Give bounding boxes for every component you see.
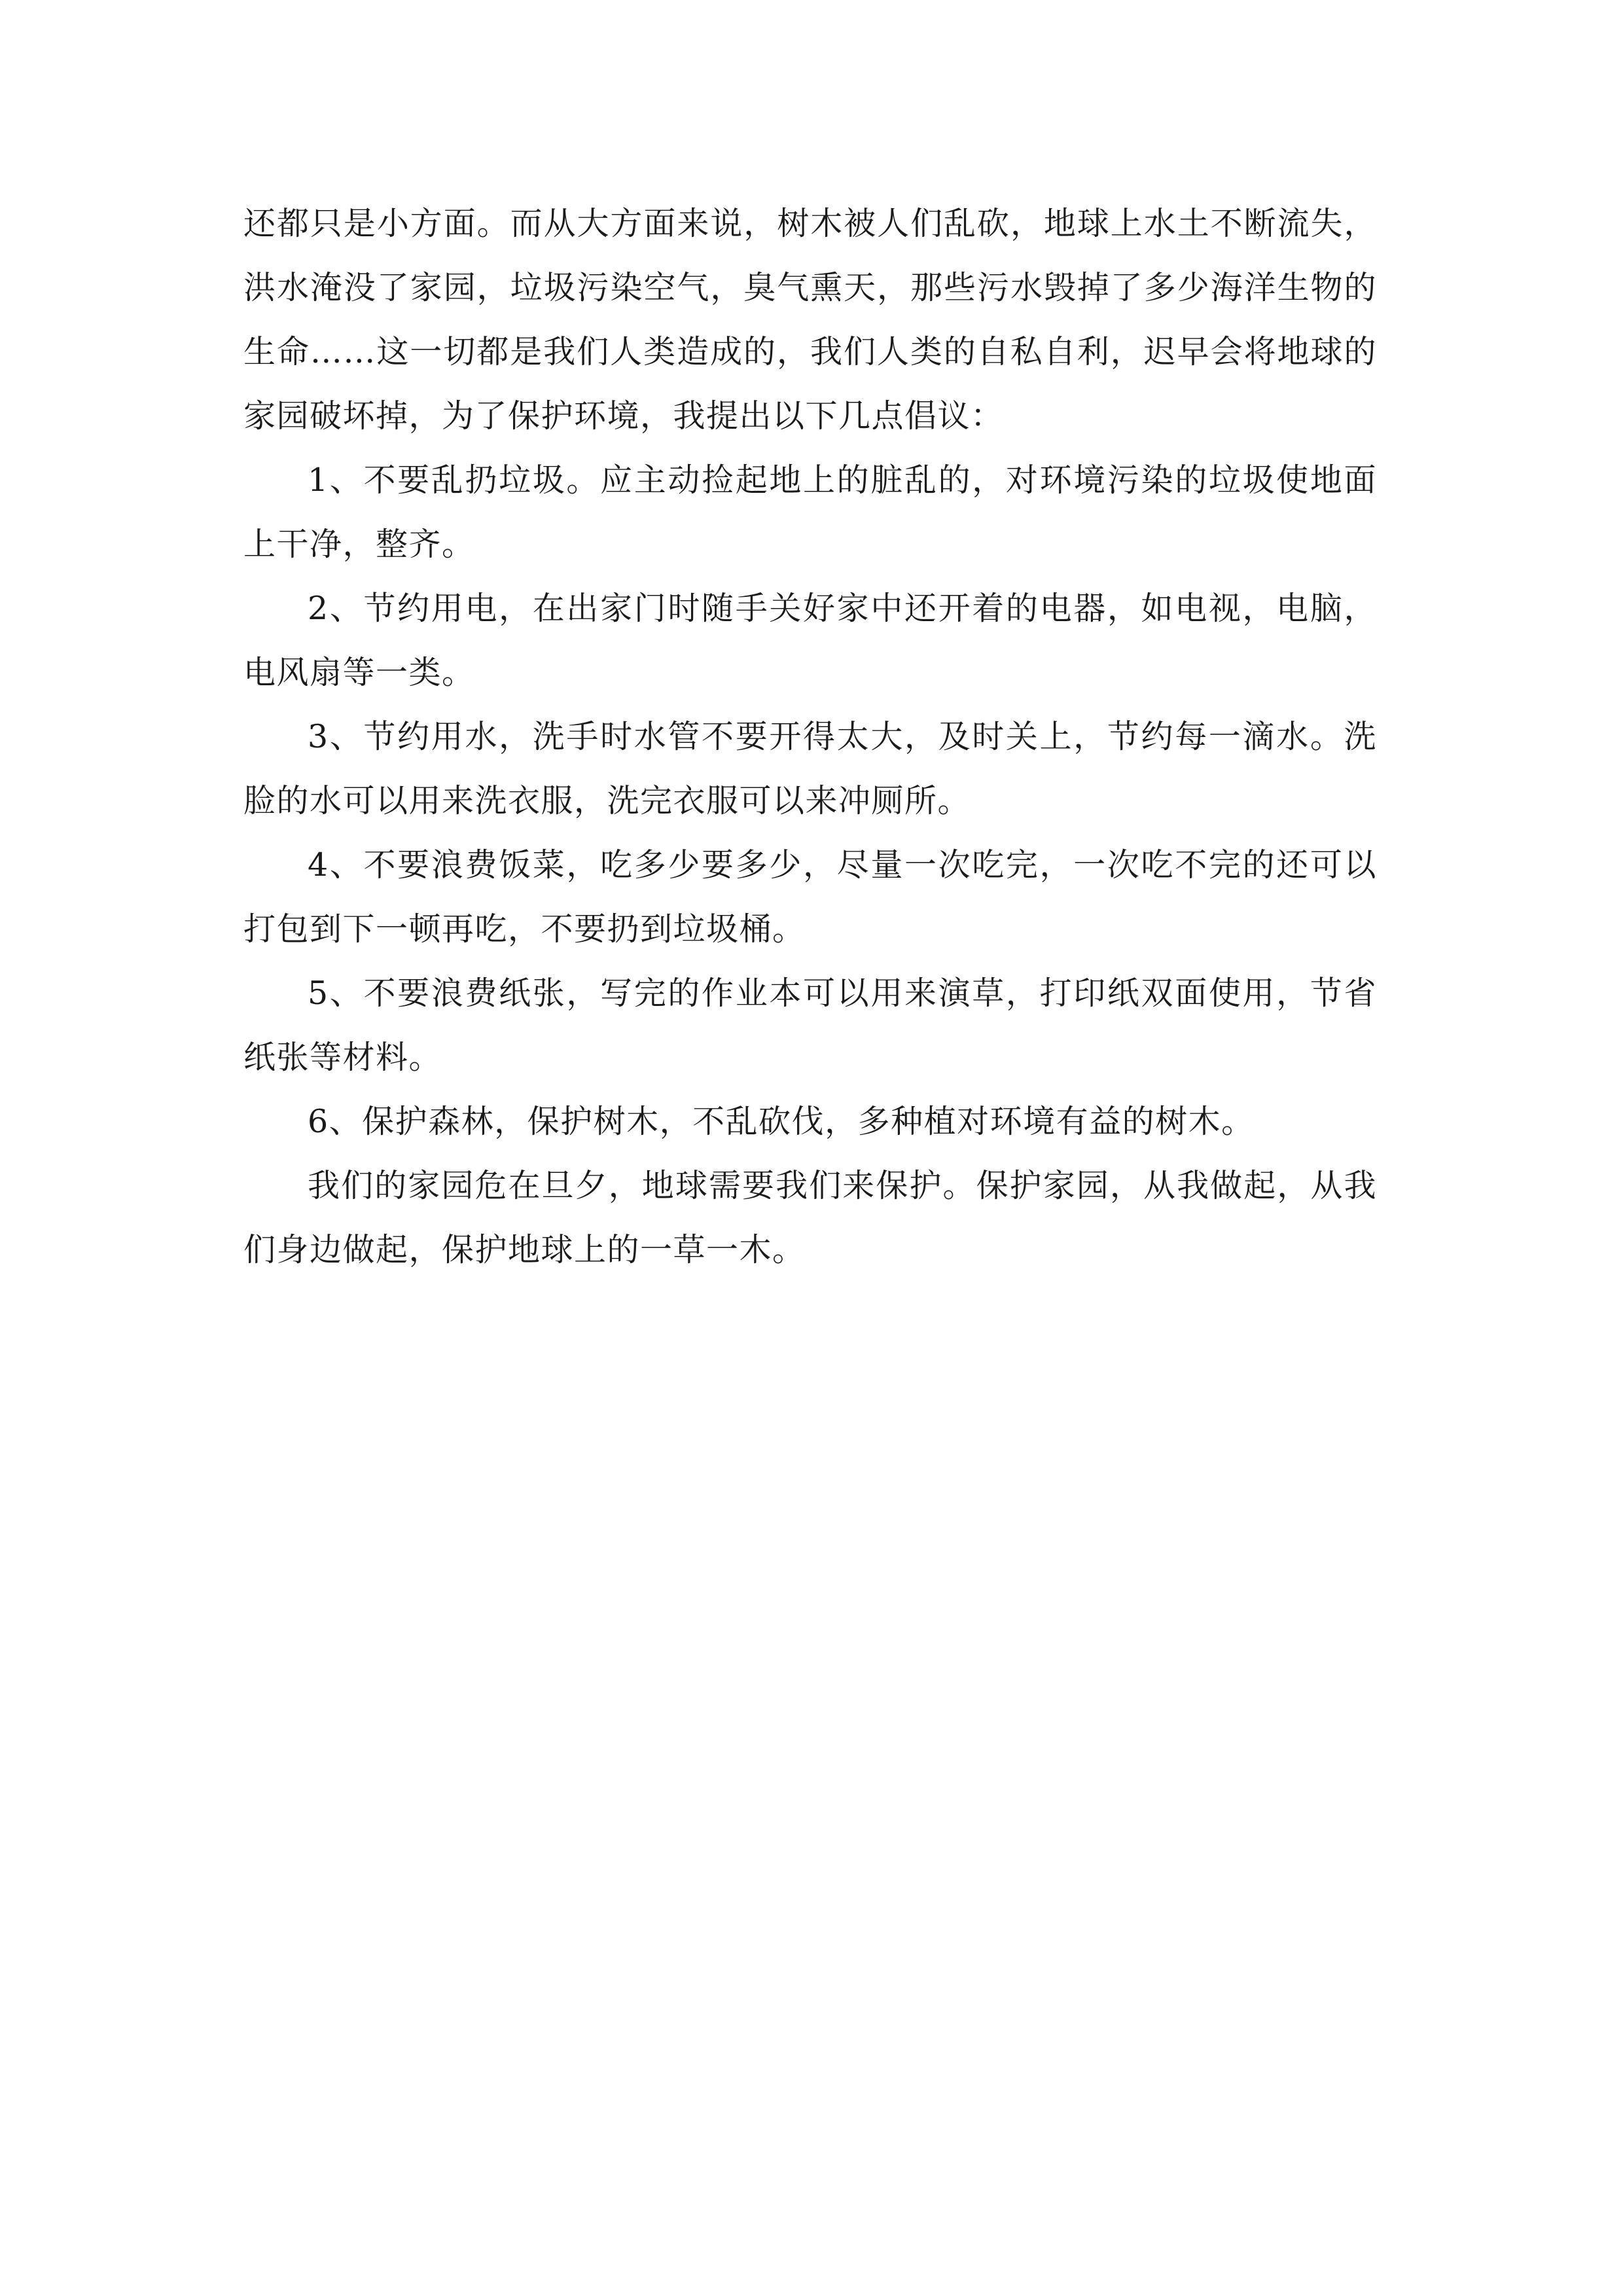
proposal-item-4: 4、不要浪费饭菜，吃多少要多少，尽量一次吃完，一次吃不完的还可以打包到下一顿再吃，不要扔到垃圾桶。 — [243, 846, 1377, 948]
proposal-item-6: 6、保护森林，保护树木，不乱砍伐，多种植对环境有益的树木。 — [308, 1103, 1255, 1140]
intro-paragraph: 还都只是小方面。而从大方面来说，树木被人们乱砍，地球上水土不断流失，洪水淹没了家园，垃圾污染空气，臭气熏天，那些污水毁掉了多少海洋生物的生命……这一切都是我们人类造成的，我们人类的自私自利，迟早会将地球的家园破坏掉，为了保护环境，我提出以下几点倡议： — [243, 205, 1377, 435]
proposal-item-1: 1、不要乱扔垃圾。应主动捡起地上的脏乱的，对环境污染的垃圾使地面上干净，整齐。 — [243, 461, 1377, 563]
proposal-item-2: 2、节约用电，在出家门时随手关好家中还开着的电器，如电视，电脑，电风扇等一类。 — [243, 590, 1377, 691]
proposal-item-5: 5、不要浪费纸张，写完的作业本可以用来演草，打印纸双面使用，节省纸张等材料。 — [243, 975, 1377, 1076]
document-body — [243, 192, 1377, 1282]
closing-paragraph: 我们的家园危在旦夕，地球需要我们来保护。保护家园，从我做起，从我们身边做起，保护地球上的一草一木。 — [243, 1167, 1377, 1268]
proposal-item-3: 3、节约用水，洗手时水管不要开得太大，及时关上，节约每一滴水。洗脸的水可以用来洗衣服，洗完衣服可以来冲厕所。 — [243, 718, 1377, 819]
